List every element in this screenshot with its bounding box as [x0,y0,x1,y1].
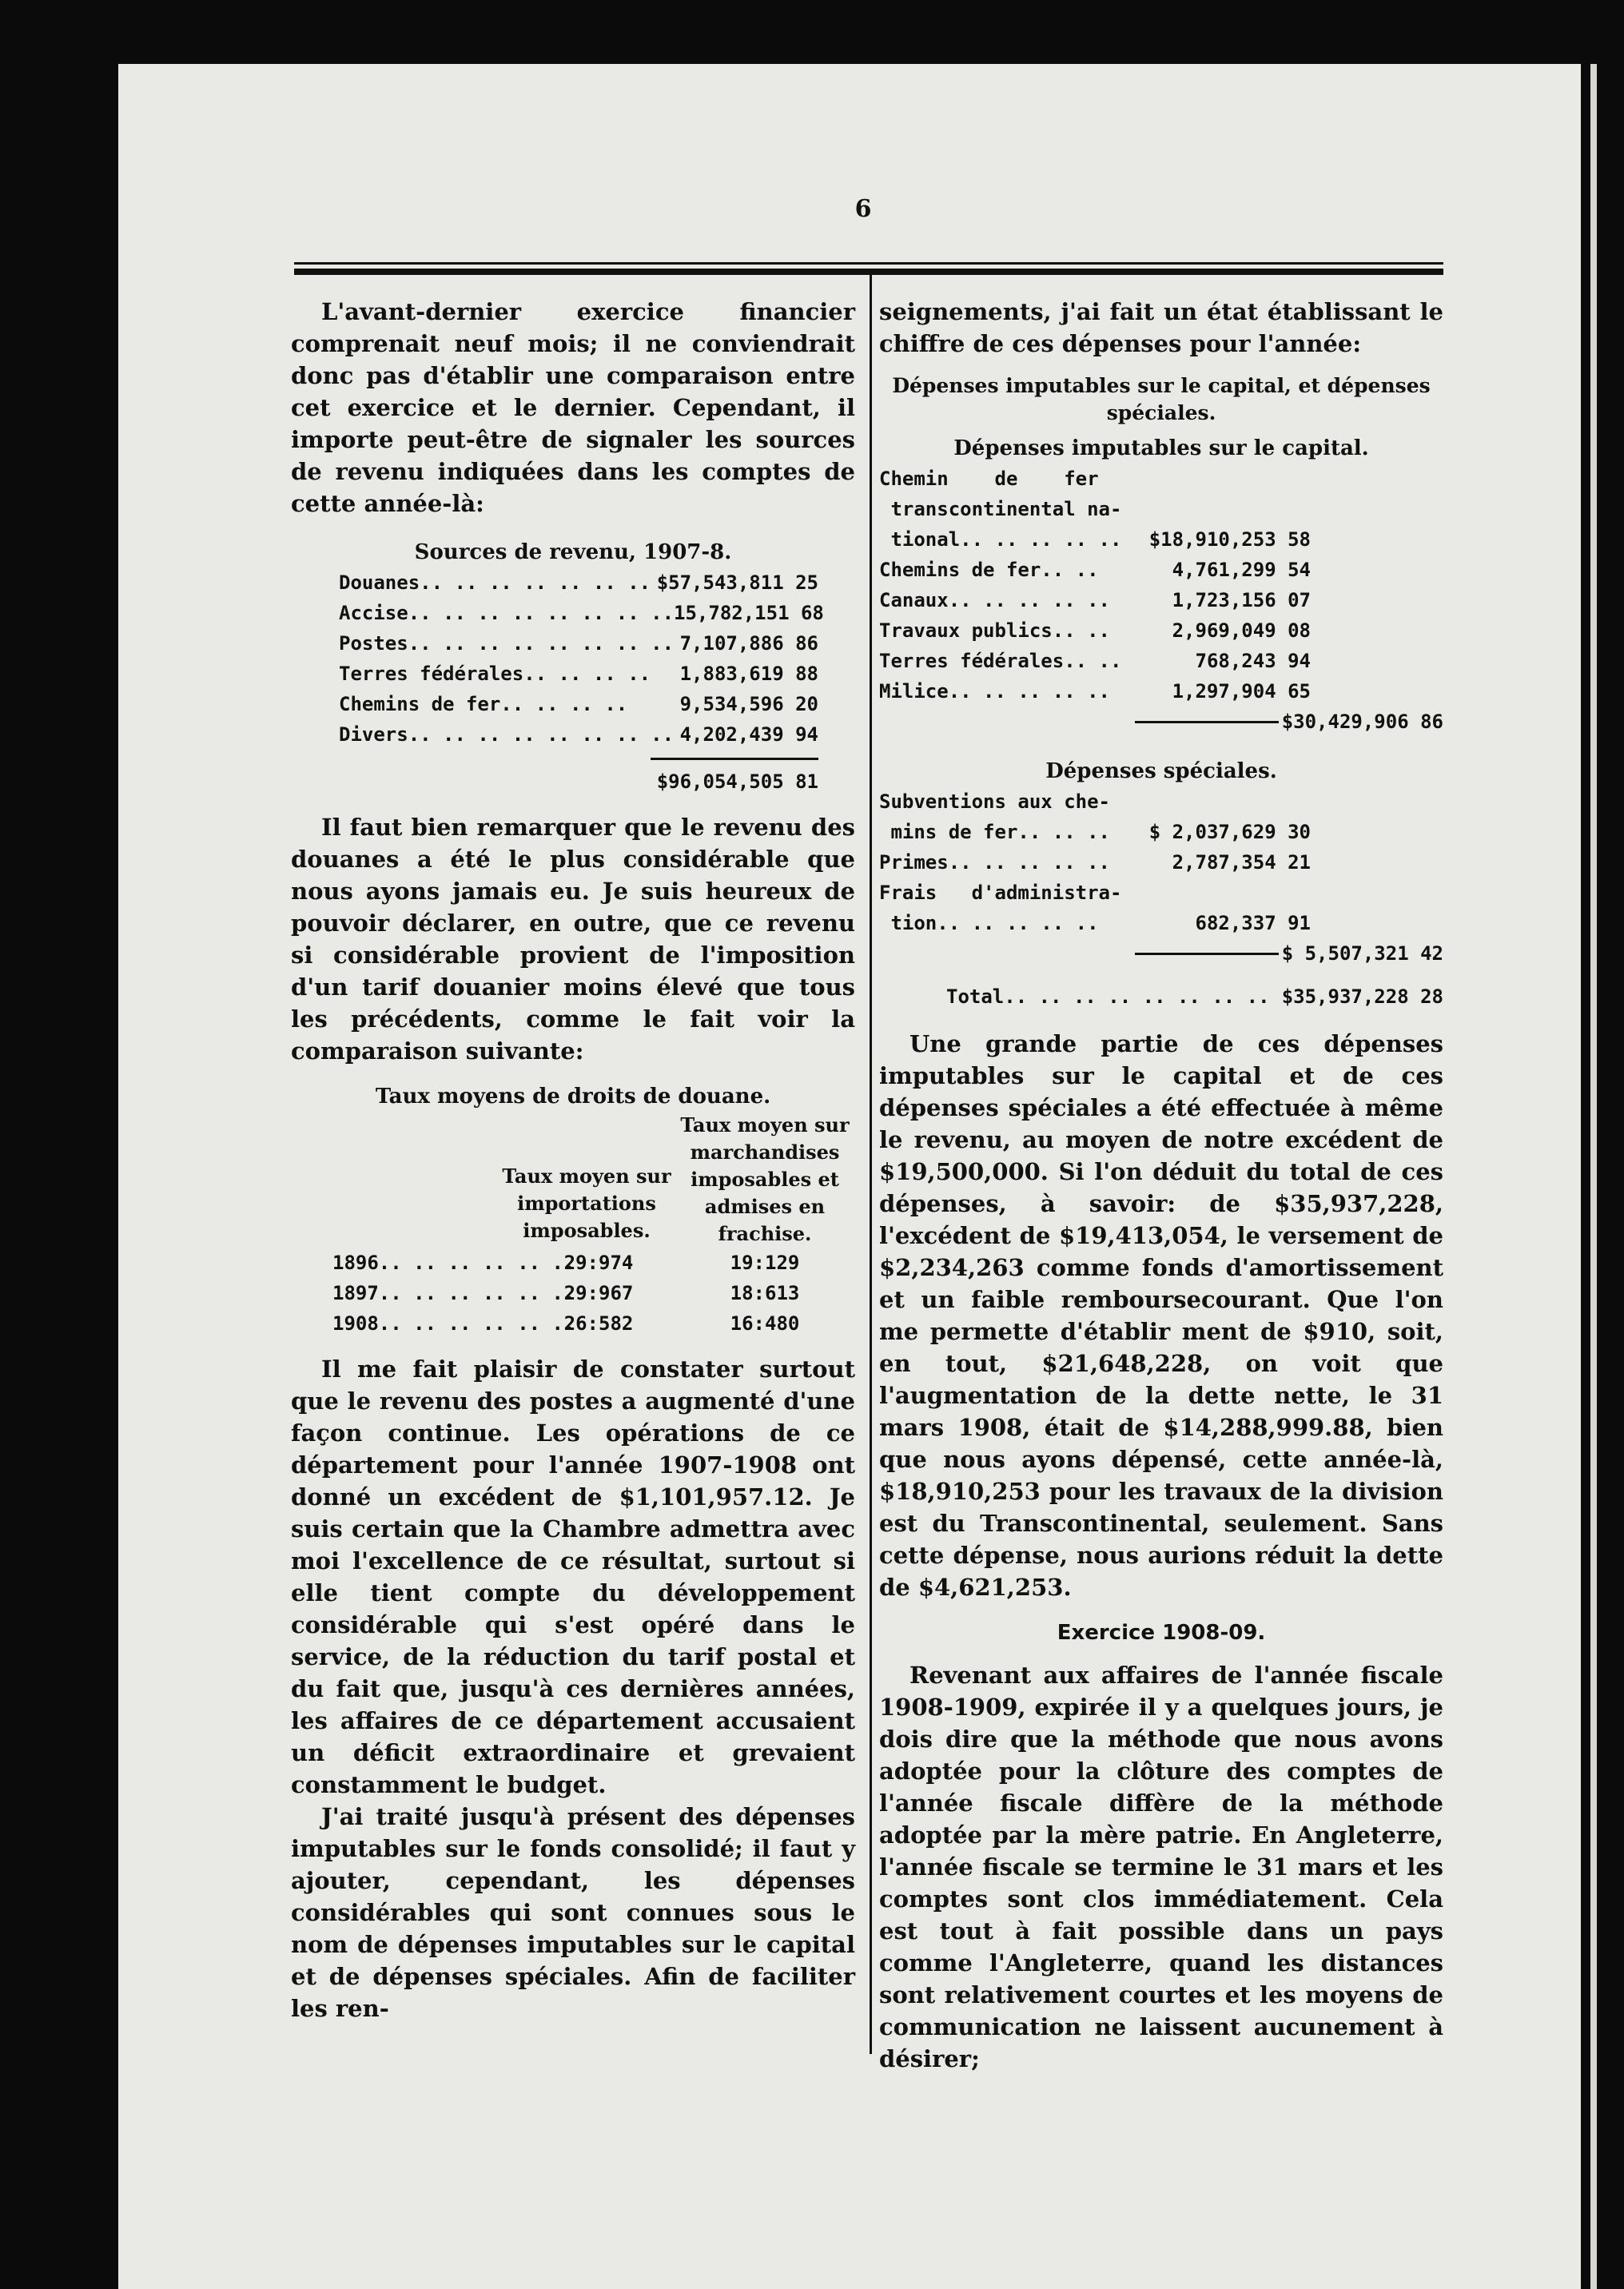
capital-table [879,464,1311,707]
column-header: Taux moyen sur importations imposables. [502,1164,671,1242]
page-number: 6 [854,195,872,223]
total-rule [1135,953,1279,969]
sources-total: $96,054,505 81 [651,758,818,797]
header-rule-thin [294,262,1443,265]
table-row: 1908.. .. .. .. .. .. 26:582 16:480 [332,1312,800,1335]
grand-total-row [879,981,1443,1012]
duty-caption: Taux moyens de droits de douane. [375,1085,771,1109]
table-row: Terres fédérales.. .. 768,243 94 [879,650,1311,672]
paragraph: Il me fait plaisir de constater surtout que le revenu des postes a augmenté d'une façon continue. Les opérations de ce département pour l'année 1907-1908 ont donné un excédent de $1,101,957.12. Je suis certain que la Chambre admettra avec moi l'excellence de ce résultat, surtout si elle tient compte du développement considérable qui s'est opéré dans le service, de la réduction du tarif postal et du fait que, jusqu'à ces dernières années, les affaires de ce département accusaient un déficit extraordinaire et grevaient constamment le budget. [291,1355,855,1798]
grand-total: $35,937,228 28 [1281,985,1443,1008]
special-total-row [879,938,1443,969]
capital-total-row [879,707,1443,737]
sources-caption: Sources de revenu, 1907-8. [414,540,732,564]
table-row: Chemin de fer [879,468,1099,490]
table-row: Postes.. .. .. .. .. .. .. .. 7,107,886 86 [339,632,818,655]
table-row: tion.. .. .. .. .. 682,337 91 [879,912,1311,934]
total-rule [1135,721,1279,737]
duty-table-header [291,1112,855,1248]
column-header: Taux moyen sur marchandises imposables et admises en frachise. [680,1113,850,1245]
table-row: 1897.. .. .. .. .. .. 29:967 18:613 [332,1282,800,1304]
subsection-heading: Dépenses imputables sur le capital. [953,436,1369,460]
header-rule-thick [294,269,1443,275]
table-row: Terres fédérales.. .. .. .. 1,883,619 88 [339,663,818,685]
column-divider [870,275,872,2054]
section-title: Exercice 1908-09. [1057,1621,1266,1645]
table-row: 1896.. .. .. .. .. .. 29:974 19:129 [332,1252,800,1274]
table-row: Frais d'administra- [879,882,1122,904]
table-row: Canaux.. .. .. .. .. 1,723,156 07 [879,589,1311,611]
table-row: Milice.. .. .. .. .. 1,297,904 65 [879,680,1311,703]
sources-table [339,567,824,797]
table-row: Primes.. .. .. .. .. 2,787,354 21 [879,851,1311,874]
table-row: Divers.. .. .. .. .. .. .. .. 4,202,439 94 [339,723,818,746]
paragraph: J'ai traité jusqu'à présent des dépenses imputables sur le fonds consolidé; il faut y ajouter, cependant, les dépenses considérables qui sont connues sous le nom de dépenses imputables sur le capital et de dépenses spéciales. Afin de faciliter les ren- [291,1803,855,2022]
paragraph: Il faut bien remarquer que le revenu des douanes a été le plus considérable que nous ayons jamais eu. Je suis heureux de pouvoir déclarer, en outre, que ce revenu si considérable provient de l'imposition d'un tarif douanier moins élevé que tous les précédents, comme le fait voir la comparaison suivante: [291,814,855,1065]
intro-paragraph: L'avant-dernier exercice financier comprenait neuf mois; il ne conviendrait donc pas d'établir une comparaison entre cet exercice et le dernier. Cependant, il importe peut-être de signaler les sources de revenu indiquées dans les comptes de cette année-là: [291,298,855,517]
capital-total: $30,429,906 86 [1281,711,1443,733]
paragraph: Une grande partie de ces dépenses imputables sur le capital et de ces dépenses spéciales a été effectuée à même le revenu, au moyen de notre excédent de $19,500,000. Si l'on déduit du total de ces dépenses, à savoir: de $35,937,228, l'excédent de $19,413,054, le versement de $2,234,263 comme fonds d'amortissement et un faible remboursecourant. Que l'on me permette d'établir ment de $910, soit, en tout, $21,648,228, on voit que l'augmentation de la dette nette, le 31 mars 1908, était de $14,288,999.88, bien que nous ayons dépensé, cette année-là, $18,910,253 pour les travaux de la division est du Transcontinental, seulement. Sans cette dépense, nous aurions réduit la dette de $4,621,253. [879,1030,1443,1601]
table-row: Chemins de fer.. .. 4,761,299 54 [879,559,1311,581]
table-row: Travaux publics.. .. 2,969,049 08 [879,619,1311,642]
table-row: mins de fer.. .. .. $ 2,037,629 30 [879,821,1311,843]
next-page-edge [1590,64,1597,2289]
table-row: tional.. .. .. .. .. $18,910,253 58 [879,528,1311,551]
right-column [879,296,1443,2075]
table-row: Accise.. .. .. .. .. .. .. .. 15,782,151 68 [339,602,824,624]
table-row: Subventions aux che- [879,790,1110,813]
grand-total-label: Total.. .. .. .. .. .. .. .. [946,985,1270,1008]
paragraph: seignements, j'ai fait un état établissant le chiffre de ces dépenses pour l'année: [879,298,1443,357]
special-total: $ 5,507,321 42 [1281,942,1443,965]
special-table [879,786,1311,938]
table-row: transcontinental na- [879,498,1122,520]
paragraph: Revenant aux affaires de l'année fiscale 1908-1909, expirée il y a quelques jours, je dois dire que la méthode que nous avons adoptée pour la clôture des comptes de l'année fiscale diffère de la méthode adoptée par la mère patrie. En Angleterre, l'année fiscale se termine le 31 mars et les comptes sont clos immédiatement. Cela est tout à fait possible dans un pays comme l'Angleterre, quand les distances sont relativement courtes et les moyens de communication ne laissent aucunement à désirer; [879,1662,1443,2072]
table-row: Chemins de fer.. .. .. .. 9,534,596 20 [339,693,818,715]
subsection-heading: Dépenses spéciales. [1045,759,1277,783]
table-total-row [339,758,818,797]
left-column [291,296,855,2024]
duty-table [291,1112,855,1339]
table-row: Douanes.. .. .. .. .. .. .. $57,543,811 25 [339,571,818,594]
section-heading: Dépenses imputables sur le capital, et dépenses spéciales. [892,374,1431,424]
